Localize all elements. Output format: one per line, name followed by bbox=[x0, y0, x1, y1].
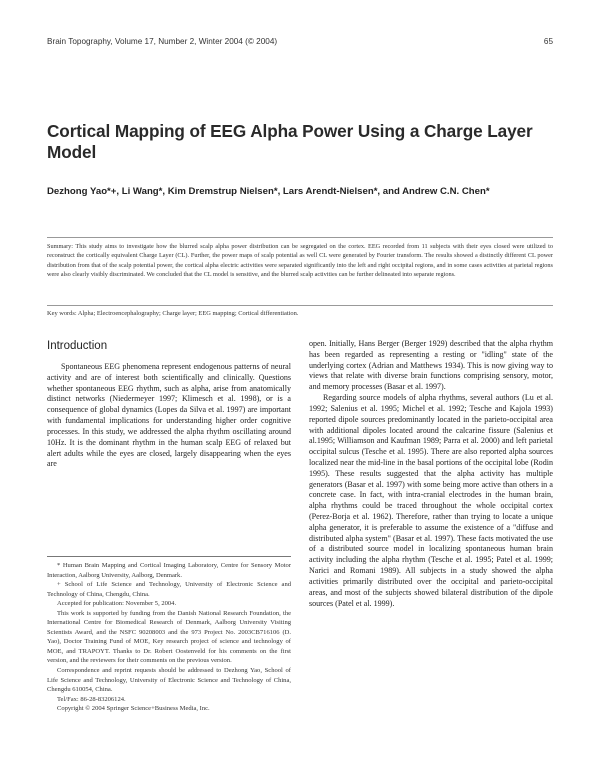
journal-citation: Brain Topography, Volume 17, Number 2, Winter 2004 (© 2004) bbox=[47, 37, 278, 46]
footnote-copyright: Copyright © 2004 Springer Science+Business Media, Inc. bbox=[57, 705, 210, 713]
page-number: 65 bbox=[543, 37, 553, 46]
footnote-telfax: Tel/Fax: 86-28-83206124. bbox=[57, 695, 126, 703]
left-column bbox=[47, 339, 291, 470]
author-list: Dezhong Yao*+, Li Wang*, Kim Dremstrup Nielsen*, Lars Arendt-Nielsen*, and Andrew C.N. Chen* bbox=[47, 186, 490, 197]
footnote-affiliation-1: * Human Brain Mapping and Cortical Imaging Laboratory, Centre for Sensory Motor Interaction, Aalborg University, Aalborg, Denmark. bbox=[47, 562, 291, 579]
footnote-correspondence: Correspondence and reprint requests should be addressed to Dezhong Yao, School of Life Science and Technology, University of Electronic Science and Technology of China, Chengdu 610054, China. bbox=[47, 667, 291, 694]
intro-paragraph-1-continued: open. Initially, Hans Berger (Berger 1929) described that the alpha rhythm has been regarded as representing a resting or "idling" state of the underlying cortex (Adrian and Matthews 1934). This is now giving way to views that relate with diverse brain functions comprising sensory, motor, and memory processes (Basar et al. 1997). bbox=[309, 339, 553, 392]
section-heading-introduction: Introduction bbox=[47, 340, 108, 352]
footnote-affiliation-2: + School of Life Science and Technology, University of Electronic Science and Technology of China, Chengdu, China. bbox=[47, 581, 291, 598]
footnotes bbox=[47, 556, 291, 714]
abstract: Summary: This study aims to investigate how the blurred scalp alpha power distribution can be segregated on the cortex. EEG recorded from 11 subjects with their eyes closed were utilized to reconstruct the cortically equivalent Charge Layer (CL). Further, the power maps of scalp potential as well CL were generated by Fourier transform. The results showed a distinctly different CL power distribution from that of the scalp potential power, the cortical alpha electric activities were separated significantly into the left and right occipital regions, and in some cases activities at parietal regions were also clearly visibly discriminated. We concluded that the CL model is sensitive, and the blurred scalp activities can be further delineated into separate regions. bbox=[47, 237, 553, 279]
intro-paragraph-2: Regarding source models of alpha rhythms, several authors (Lu et al. 1992; Salenius et al. 1995; Michel et al. 1992; Tesche and Kajola 1993) reported dipole sources predominantly located in the parieto-occipital area with additional dipoles located around the calcarine fissure (Salenius et al.1995; Williamson and Kaufman 1989; Parra et al. 2000) and left parietal occipital sulcus (Tesche et al. 1995). There are also reported alpha sources localized near the mid-line in the basal portions of the occipital lobe (Rodin 1995). These results suggested that the alpha activity has multiple generators (Basar et al. 1997) with some being more active than others in a concrete case. In fact, with intra-cranial electrodes in the human brain, alpha rhythms could be traced throughout the whole occipital cortex (Perez-Borja et al. 1962). Therefore, rather than trying to locate a unique alpha generator, it is preferable to assume the existence of a "diffuse and distributed alpha system" (Basar et al. 1997). These facts motivated the use of a distributed source model in localizing spontaneous human brain activity including the alpha rhythm (Tesche et al. 1995; Patel et al. 1999; Narici and Romani 1989). All subjects in a study showed the alpha activities primarily distributed over the occipital and parieto-occipital areas, and most of the subjects showed bilateral distribution of the dipole sources (Patel et al. 1999). bbox=[309, 393, 553, 608]
paper-title: Cortical Mapping of EEG Alpha Power Using a Charge Layer Model bbox=[47, 121, 533, 162]
keywords: Key words: Alpha; Electroencephalography; Charge layer; EEG mapping; Cortical differentiation. bbox=[47, 305, 553, 318]
intro-paragraph-1: Spontaneous EEG phenomena represent endogenous patterns of neural activity and are of interest both scientifically and clinically. Questions whether spontaneous EEG rhythm, such as alpha, arise from anatomically distinct networks (Niedermeyer 1997; Klimesch et al. 1998), or is a consequence of global dynamics (Lopes da Silva et al. 1997) are important with fundamental implications for understanding higher order cognitive processes. In this study, we addressed the alpha rhythm oscillating around 10Hz. It is the dominant rhythm in the human scalp EEG of relaxed but alert adults while the eyes are closed, largely disappearing when the eyes are bbox=[47, 362, 291, 469]
footnote-funding: This work is supported by funding from the Danish National Research Foundation, the International Centre for Biomedical Research of Denmark, Aalborg University Visiting Scientists Award, and the NSFC 90208003 and the 973 Project No. 2003CB716106 (D. Yao), Doctor Training Fund of MOE, Key research project of science and technology of MOE, and TRAPOYT. Thanks to Dr. Robert Oostenveld for his comments on the first version, and the reviewers for their comments on the previous version. bbox=[47, 609, 291, 665]
right-column bbox=[309, 339, 553, 609]
footnote-accepted: Accepted for publication: November 5, 2004. bbox=[57, 600, 177, 608]
running-head bbox=[47, 37, 553, 49]
